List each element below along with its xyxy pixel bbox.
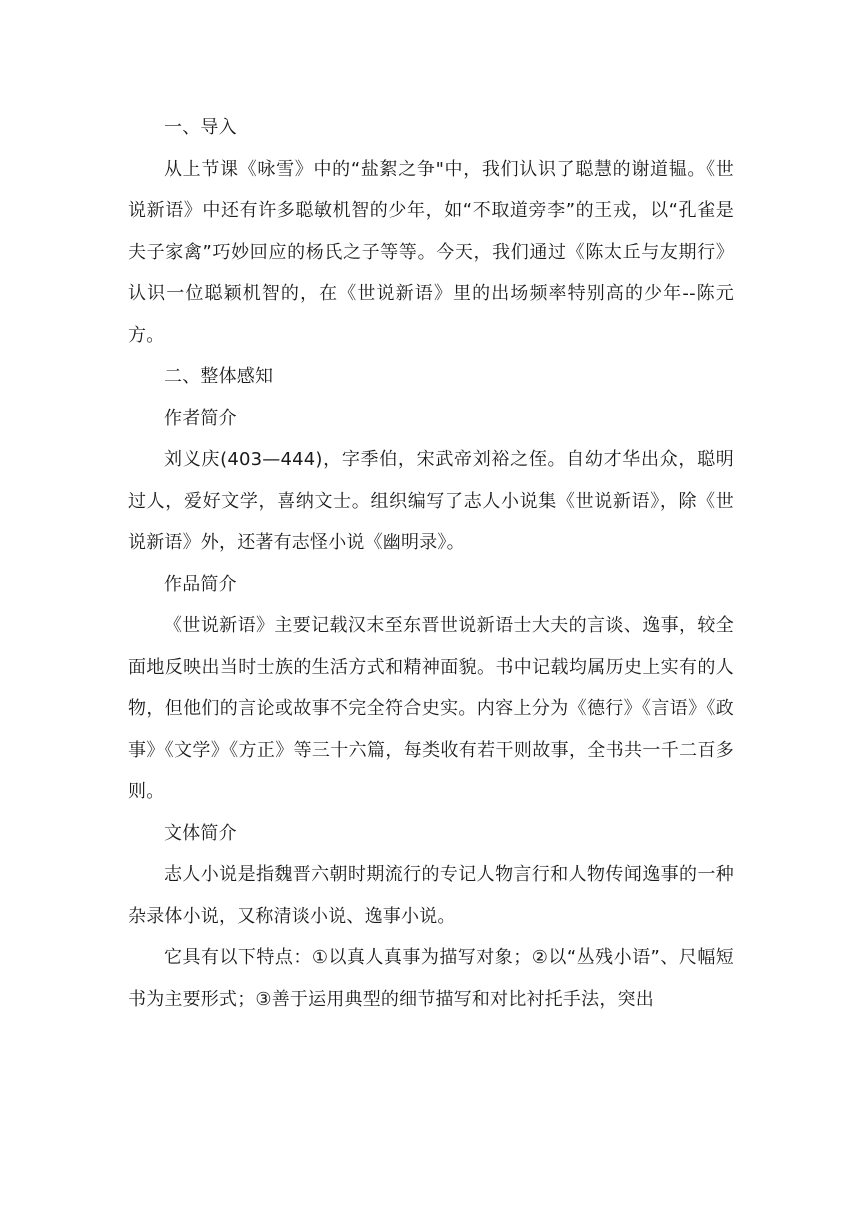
paragraph-features: 它具有以下特点：①以真人真事为描写对象；②以“丛残小语”、尺幅短书为主要形式；③善于运用典型的细节描写和对比衬托手法，突出 — [128, 947, 734, 1010]
paragraph-author: 刘义庆(403—444)，字季伯，宋武帝刘裕之侄。自幼才华出众，聪明过人，爱好文学，喜纳文士。组织编写了志人小说集《世说新语》，除《世说新语》外，还著有志怪小说《幽明录》。 — [128, 449, 734, 553]
paragraph-intro: 从上节课《咏雪》中的“盐絮之争"中，我们认识了聪慧的谢道韫。《世说新语》中还有许多聪敏机智的少年，如“不取道旁李”的王戎，以“孔雀是夫子家禽”巧妙回应的杨氏之子等等。今天，我们通过《陈太丘与友期行》认识一位聪颖机智的，在《世说新语》里的出场频率特别高的少年--陈元方。 — [128, 158, 734, 346]
subheading-genre: 文体简介 — [164, 822, 237, 844]
section-heading-overview: 二、整体感知 — [164, 366, 274, 387]
section-heading-intro: 一、导入 — [164, 117, 237, 138]
subheading-author: 作者简介 — [164, 407, 237, 429]
paragraph-work: 《世说新语》主要记载汉末至东晋世说新语士大夫的言谈、逸事，较全面地反映出当时士族的生活方式和精神面貌。书中记载均属历史上实有的人物，但他们的言论或故事不完全符合史实。内容上分为《德行》《言语》《政事》《文学》《方正》等三十六篇，每类收有若干则故事，全书共一千二百多则。 — [128, 615, 734, 802]
subheading-work: 作品简介 — [164, 573, 237, 595]
document-body — [128, 107, 734, 1020]
paragraph-genre: 志人小说是指魏晋六朝时期流行的专记人物言行和人物传闻逸事的一种杂录体小说，又称清谈小说、逸事小说。 — [128, 864, 734, 927]
